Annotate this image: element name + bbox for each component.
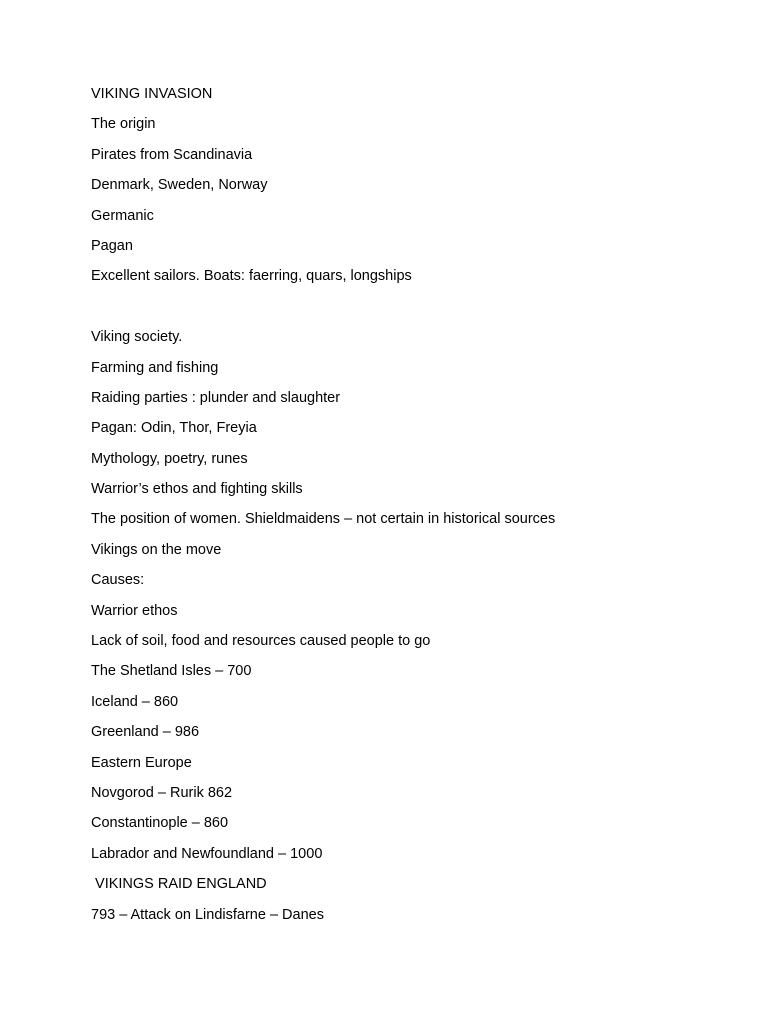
text-line: Lack of soil, food and resources caused people to go (91, 633, 431, 650)
text-line: Pagan: Odin, Thor, Freyia (91, 420, 257, 437)
text-line: Excellent sailors. Boats: faerring, quars, longships (91, 268, 412, 285)
text-line: Constantinople – 860 (91, 815, 229, 832)
text-line: Iceland – 860 (91, 693, 179, 710)
text-line: Novgorod – Rurik 862 (91, 784, 233, 801)
text-line: Labrador and Newfoundland – 1000 (91, 845, 323, 862)
text-line: Denmark, Sweden, Norway (91, 177, 268, 194)
text-line: Warrior’s ethos and fighting skills (91, 481, 303, 498)
text-line: Mythology, poetry, runes (91, 450, 248, 467)
text-line: The position of women. Shieldmaidens – not certain in historical sources (91, 511, 556, 528)
text-line: Warrior ethos (91, 602, 178, 619)
text-line: 793 – Attack on Lindisfarne – Danes (91, 906, 324, 923)
section-heading: VIKINGS RAID ENGLAND (91, 876, 267, 893)
text-line: Pagan (91, 237, 133, 254)
text-line: Pirates from Scandinavia (91, 146, 253, 163)
blank-line (91, 297, 711, 327)
text-line: Farming and fishing (91, 359, 219, 376)
text-line: The origin (91, 116, 156, 133)
text-line: Causes: (91, 572, 145, 589)
text-line: Germanic (91, 207, 154, 224)
document-title: VIKING INVASION (91, 86, 213, 102)
text-line: Greenland – 986 (91, 724, 200, 741)
section-heading: Vikings on the move (91, 541, 222, 558)
text-line: The Shetland Isles – 700 (91, 663, 252, 680)
text-line: Raiding parties : plunder and slaughter (91, 389, 341, 406)
section-heading: Viking society. (91, 329, 183, 346)
document-body (91, 84, 711, 935)
text-line: Eastern Europe (91, 754, 192, 771)
